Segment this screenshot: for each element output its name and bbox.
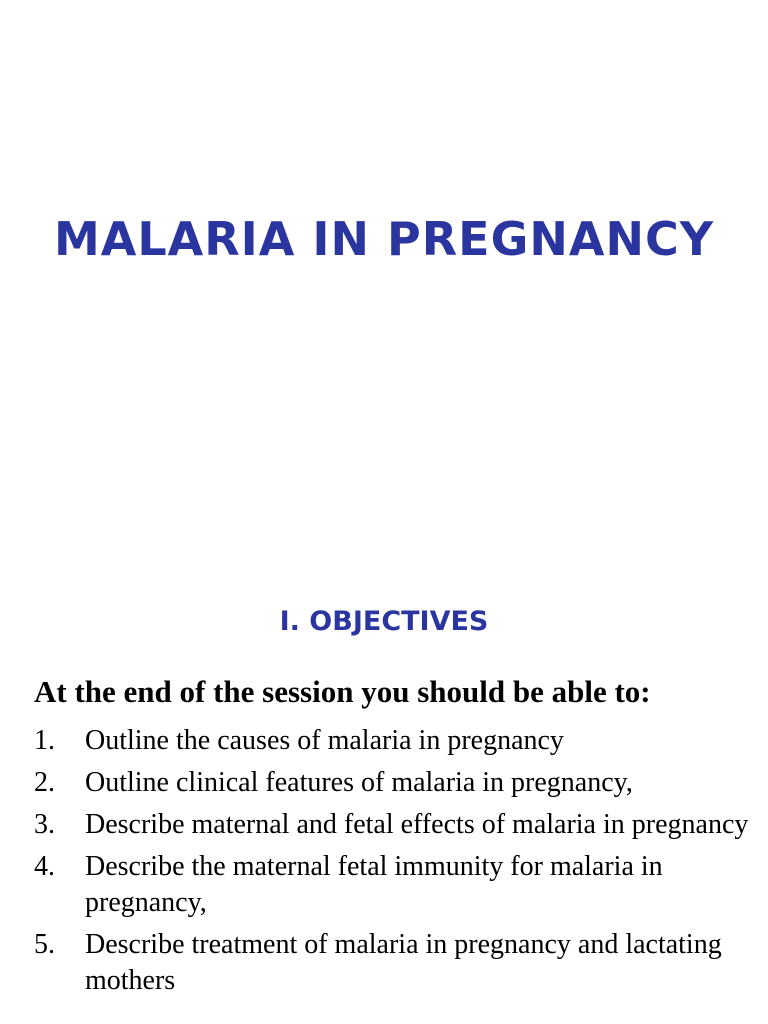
- section-heading-objectives: I. OBJECTIVES: [279, 606, 489, 637]
- list-item-number: 3.: [34, 809, 55, 840]
- list-item-text: Describe the maternal fetal immunity for malaria in pregnancy,: [85, 851, 663, 918]
- list-item: [34, 927, 754, 999]
- list-item-text: Describe treatment of malaria in pregnancy and lactating mothers: [85, 929, 722, 996]
- page-title: MALARIA IN PREGNANCY: [53, 212, 715, 266]
- list-item-number: 1.: [34, 725, 55, 756]
- list-item-number: 5.: [34, 929, 55, 960]
- list-item: [34, 723, 754, 759]
- list-item: [34, 765, 754, 801]
- list-item-text: Describe maternal and fetal effects of malaria in pregnancy: [85, 809, 749, 840]
- list-item-number: 2.: [34, 767, 55, 798]
- list-item: [34, 849, 754, 921]
- list-item-text: Outline the causes of malaria in pregnancy: [85, 725, 564, 756]
- list-item-number: 4.: [34, 851, 55, 882]
- objectives-intro: At the end of the session you should be able to:: [34, 674, 651, 709]
- list-item: [34, 807, 754, 843]
- list-item-text: Outline clinical features of malaria in pregnancy,: [85, 767, 633, 798]
- objectives-list: [34, 723, 754, 1005]
